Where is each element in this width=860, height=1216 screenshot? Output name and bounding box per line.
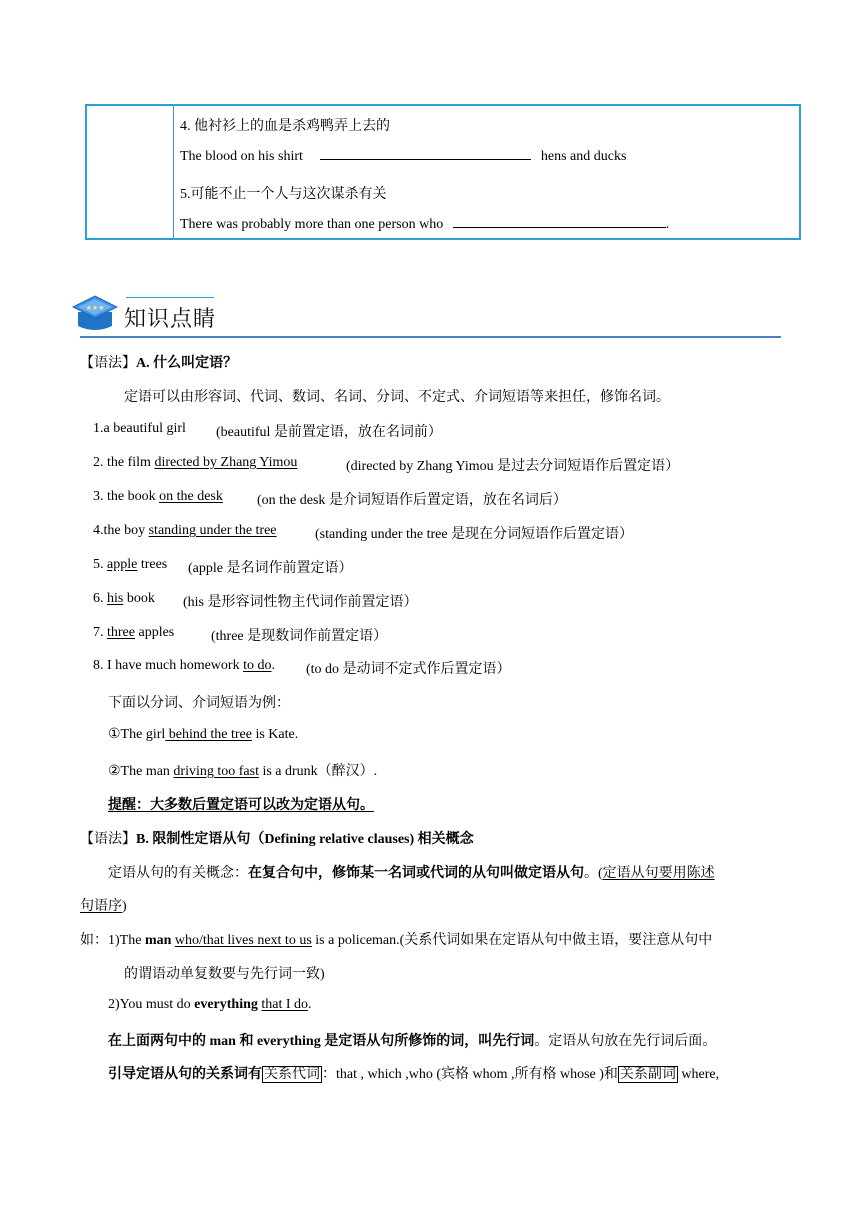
example-1: 1.a beautiful girl <box>93 421 186 436</box>
section-title-overline <box>126 297 214 298</box>
example-8: 8. I have much homework to do. <box>93 658 275 673</box>
example-circle-2: ②The man driving too fast is a drunk（醉汉）. <box>108 764 378 779</box>
reminder: 提醒：大多数后置定语可以改为定语从句。 <box>108 798 374 813</box>
section-divider <box>80 336 781 338</box>
example-5-note: (apple 是名词作前置定语） <box>188 561 353 576</box>
relative-adverb-box: 关系副词 <box>619 1067 676 1082</box>
antecedent-line: 在上面两句中的 man 和 everything 是定语从句所修饰的词，叫先行词。定语从句放在先行词后面。 <box>108 1034 717 1049</box>
example-8-note: (to do 是动词不定式作后置定语） <box>306 662 511 677</box>
answer-blank-4[interactable] <box>320 158 531 160</box>
svg-text:★★★: ★★★ <box>85 304 105 312</box>
grammar-b-heading: 【语法】B. 限制性定语从句（Defining relative clauses) 相关概念 <box>80 832 474 847</box>
exercise-item-4-cn: 4. 他衬衫上的血是杀鸡鸭弄上去的 <box>180 119 390 134</box>
relative-pronoun-box: 关系代词 <box>264 1067 320 1082</box>
example-4-note: (standing under the tree 是现在分词短语作后置定语） <box>315 527 634 542</box>
example-6: 6. his book <box>93 591 155 606</box>
exercise-table-left-cell <box>87 106 174 238</box>
grammar-a-intro: 定语可以由形容词、代词、数词、名词、分词、不定式、介词短语等来担任，修饰名词。 <box>124 390 670 405</box>
grammar-a-heading: 【语法】A. 什么叫定语？ <box>80 356 238 371</box>
example-1-note: (beautiful 是前置定语，放在名词前） <box>216 425 442 440</box>
example-3: 3. the book on the desk <box>93 489 223 504</box>
example-3-note: (on the desk 是介词短语作后置定语，放在名词后） <box>257 493 567 508</box>
example-2-note: (directed by Zhang Yimou 是过去分词短语作后置定语） <box>346 459 680 474</box>
example-7: 7. three apples <box>93 625 175 640</box>
exercise-item-5-cn: 5.可能不止一个人与这次谋杀有关 <box>180 187 387 202</box>
example-circle-1: ①The girl behind the tree is Kate. <box>108 727 299 742</box>
exercise-item-4-en: The blood on his shirt hens and ducks <box>180 149 627 164</box>
answer-blank-5[interactable] <box>453 226 666 228</box>
example-b-1: 如：1)The man who/that lives next to us is a policeman.(关系代词如果在定语从句中做主语，要注意从句中 <box>80 933 713 948</box>
example-7-note: (three 是现数词作前置定语） <box>211 629 388 644</box>
exercise-item-5-en: There was probably more than one person who . <box>180 217 670 232</box>
section-title: 知识点睛 <box>124 307 217 332</box>
sub-intro: 下面以分词、介词短语为例： <box>108 696 290 711</box>
example-4: 4.the boy standing under the tree <box>93 523 277 538</box>
concept-line-2: 句语序) <box>80 899 127 914</box>
example-b-1-cont: 的谓语动单复数要与先行词一致) <box>124 967 325 982</box>
example-5: 5. apple trees <box>93 557 168 572</box>
relative-words-line: 引导定语从句的关系词有 关系代词 ：that , which ,who (宾格 whom ,所有格 whose )和 关系副词 where, <box>108 1067 720 1082</box>
example-b-2: 2)You must do everything that I do. <box>108 997 312 1012</box>
concept-line-1: 定语从句的有关概念：在复合句中，修饰某一名词或代词的从句叫做定语从句。(定语从句要用陈述 <box>108 866 715 881</box>
graduation-cap-icon <box>72 294 118 332</box>
example-6-note: (his 是形容词性物主代词作前置定语） <box>183 595 418 610</box>
example-2: 2. the film directed by Zhang Yimou <box>93 455 298 470</box>
